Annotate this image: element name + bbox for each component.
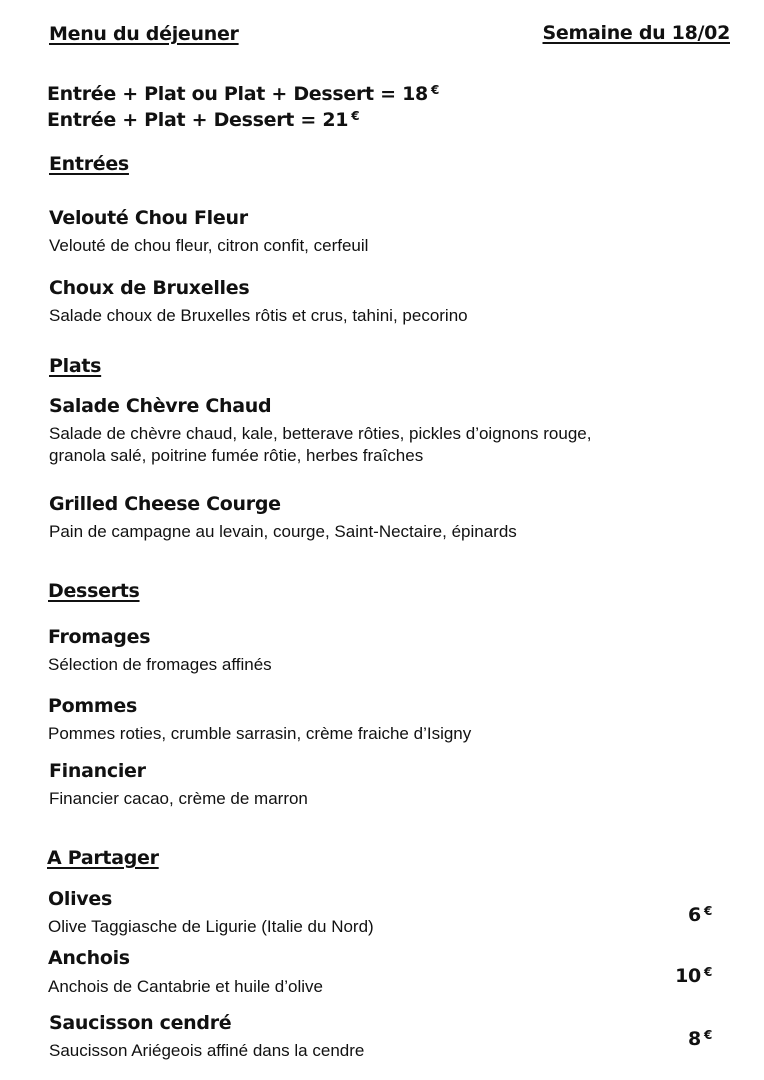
dish-description: Sélection de fromages affinés [48, 655, 272, 674]
euro-symbol: € [703, 904, 712, 918]
formula-line-1 [47, 83, 439, 105]
formula-line-2 [47, 109, 359, 131]
price [688, 904, 712, 926]
price [688, 1028, 712, 1050]
dish-name: Choux de Bruxelles [49, 277, 250, 299]
dish-description: Olive Taggiasche de Ligurie (Italie du Nord) [48, 917, 374, 936]
dish-description: Salade choux de Bruxelles rôtis et crus, tahini, pecorino [49, 306, 468, 325]
section-heading-desserts: Desserts [48, 580, 140, 602]
week-label: Semaine du 18/02 [542, 22, 730, 44]
formula-text: Entrée + Plat ou Plat + Dessert = 18 [47, 83, 428, 105]
euro-symbol: € [703, 965, 712, 979]
dish-name: Anchois [48, 947, 130, 969]
dish-name: Olives [48, 888, 112, 910]
menu-title: Menu du déjeuner [49, 23, 239, 45]
dish-description: Pommes roties, crumble sarrasin, crème fraiche d’Isigny [48, 724, 472, 743]
dish-name: Pommes [48, 695, 137, 717]
dish-description: Velouté de chou fleur, citron confit, cerfeuil [49, 236, 369, 255]
dish-name: Salade Chèvre Chaud [49, 395, 272, 417]
dish-description: Pain de campagne au levain, courge, Saint-Nectaire, épinards [49, 522, 517, 541]
euro-symbol: € [351, 109, 360, 123]
dish-description: Salade de chèvre chaud, kale, betterave rôties, pickles d’oignons rouge, [49, 424, 592, 443]
dish-name: Financier [49, 760, 146, 782]
section-heading-plats: Plats [49, 355, 102, 377]
price [675, 965, 712, 987]
section-heading-partager: A Partager [47, 847, 159, 869]
price-value: 6 [688, 904, 701, 926]
euro-symbol: € [430, 83, 439, 97]
dish-name: Fromages [48, 626, 151, 648]
dish-name: Velouté Chou Fleur [49, 207, 248, 229]
dish-description: Anchois de Cantabrie et huile d’olive [48, 977, 324, 996]
dish-name: Saucisson cendré [49, 1012, 232, 1034]
formula-text: Entrée + Plat + Dessert = 21 [47, 109, 349, 131]
price-value: 8 [688, 1028, 701, 1050]
dish-name: Grilled Cheese Courge [49, 493, 281, 515]
section-heading-entrees: Entrées [49, 153, 129, 175]
dish-description: granola salé, poitrine fumée rôtie, herbes fraîches [49, 446, 424, 465]
euro-symbol: € [703, 1028, 712, 1042]
dish-description: Financier cacao, crème de marron [49, 789, 308, 808]
dish-description: Saucisson Ariégeois affiné dans la cendre [49, 1041, 365, 1060]
price-value: 10 [675, 965, 701, 987]
